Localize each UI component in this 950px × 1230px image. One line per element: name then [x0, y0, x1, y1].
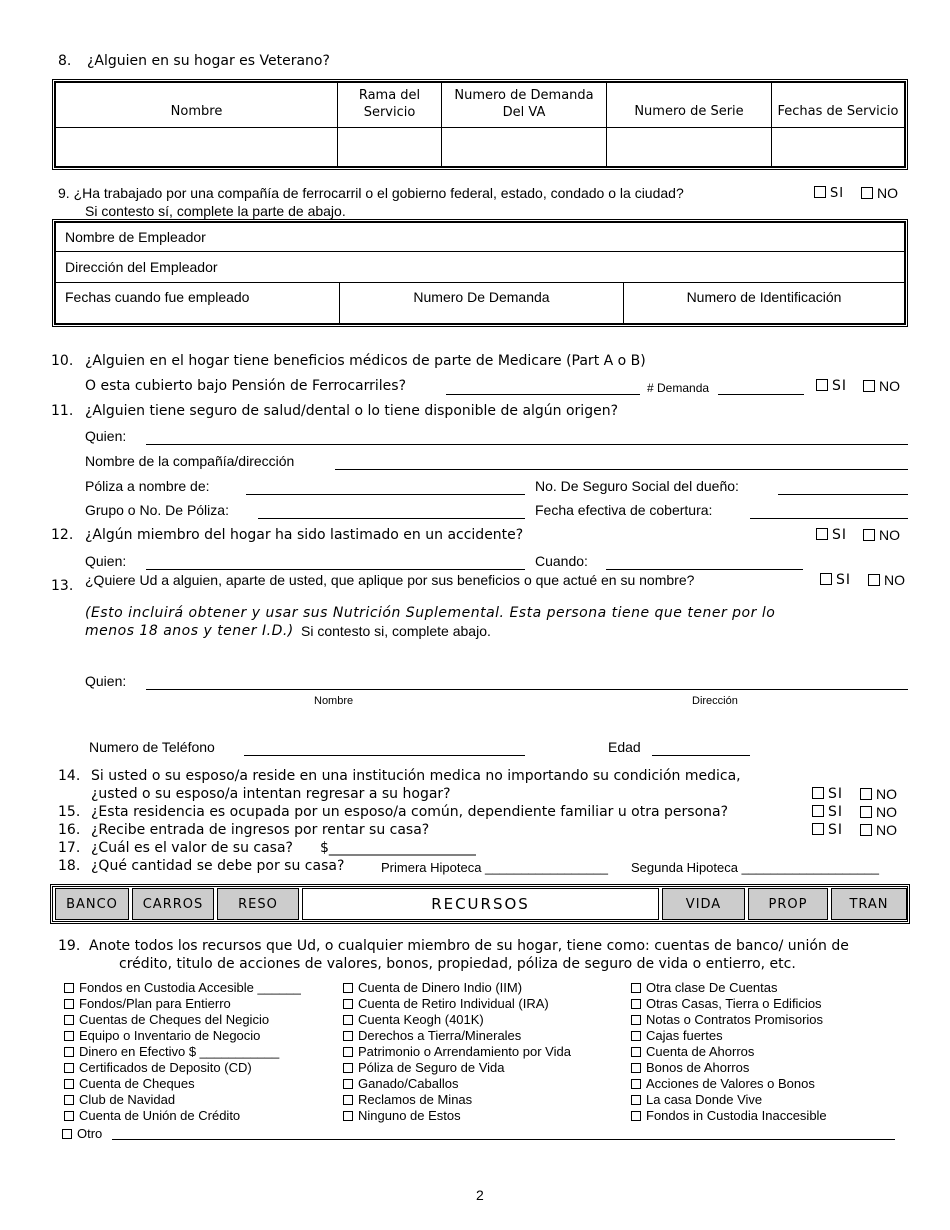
q11-ssn-input[interactable]: [778, 494, 908, 495]
checkbox-icon[interactable]: [343, 1031, 353, 1041]
q10-claim-input[interactable]: [718, 394, 804, 395]
employment-dates-field[interactable]: Fechas cuando fue empleado: [56, 283, 340, 324]
reso-tab[interactable]: RESO: [217, 888, 299, 920]
vida-tab[interactable]: VIDA: [662, 888, 745, 920]
q11-who-label: Quien:: [85, 428, 127, 444]
q15-question: ¿Esta residencia es ocupada por un esposo/a común, dependiente familiar u otra persona?: [91, 804, 729, 820]
q17-value-input[interactable]: $_____________________: [320, 840, 476, 856]
resource-option[interactable]: [343, 997, 549, 1010]
q12-no-option[interactable]: NO: [863, 528, 900, 542]
resource-option[interactable]: [64, 1061, 252, 1074]
q9-no-option[interactable]: NO: [861, 186, 898, 200]
q13-who-input[interactable]: [146, 689, 908, 690]
resource-label: Otra clase De Cuentas: [646, 980, 778, 995]
q17-number: 17.: [58, 840, 81, 856]
q13-number: 13.: [51, 578, 74, 594]
resource-option[interactable]: [343, 1013, 484, 1026]
q10-line1: ¿Alguien en el hogar tiene beneficios médicos de parte de Medicare (Part A o B): [85, 353, 646, 369]
checkbox-icon[interactable]: [861, 187, 873, 199]
resource-label: Dinero en Efectivo $ ___________: [79, 1044, 280, 1059]
checkbox-icon[interactable]: [816, 528, 828, 540]
q13-note-tail: Si contesto si, complete abajo.: [301, 623, 491, 639]
q19-number: 19.: [58, 938, 81, 954]
q14-line1: Si usted o su esposo/a reside en una institución medica no importando su condición medica,: [91, 768, 741, 784]
resource-label: Club de Navidad: [79, 1092, 176, 1107]
q18-first-mortgage[interactable]: Primera Hipoteca _________________: [381, 860, 608, 875]
q19-line2: crédito, titulo de acciones de valores, bonos, propiedad, póliza de seguro de vida o entierro, etc.: [119, 956, 796, 972]
checkbox-icon[interactable]: [863, 380, 875, 392]
resource-option[interactable]: [64, 997, 231, 1010]
resource-option[interactable]: [631, 1013, 823, 1026]
q13-phone-input[interactable]: [244, 755, 525, 756]
checkbox-icon[interactable]: [863, 529, 875, 541]
q12-who-label: Quien:: [85, 553, 127, 569]
checkbox-icon[interactable]: [812, 823, 824, 835]
veteran-table: [52, 79, 908, 170]
railroad-pension-input[interactable]: [446, 394, 640, 395]
checkbox-icon[interactable]: [64, 983, 74, 993]
resource-option[interactable]: [631, 997, 822, 1010]
carros-tab[interactable]: CARROS: [132, 888, 214, 920]
resource-option[interactable]: [64, 1093, 175, 1106]
resource-label: Cajas fuertes: [646, 1028, 723, 1043]
resource-option[interactable]: [343, 1029, 521, 1042]
q11-policy-name-input[interactable]: [246, 494, 525, 495]
checkbox-icon[interactable]: [64, 999, 74, 1009]
checkbox-icon[interactable]: [631, 1079, 641, 1089]
resource-option[interactable]: [631, 981, 778, 994]
resource-label: Acciones de Valores o Bonos: [646, 1076, 815, 1091]
employer-address-field[interactable]: Dirección del Empleador: [56, 252, 905, 283]
checkbox-icon[interactable]: [64, 1015, 74, 1025]
resource-label: Cuenta Keogh (401K): [358, 1012, 484, 1027]
checkbox-icon[interactable]: [64, 1047, 74, 1057]
q18-second-mortgage[interactable]: Segunda Hipoteca ___________________: [631, 860, 879, 875]
q14-line2: ¿usted o su esposo/a intentan regresar a su hogar?: [91, 786, 451, 802]
checkbox-icon[interactable]: [860, 806, 872, 818]
resource-label: Fondos en Custodia Accesible ______: [79, 980, 301, 995]
checkbox-icon[interactable]: [343, 1095, 353, 1105]
q15-number: 15.: [58, 804, 81, 820]
resource-option[interactable]: [631, 1029, 723, 1042]
resource-label: Equipo o Inventario de Negocio: [79, 1028, 261, 1043]
resource-label: Derechos a Tierra/Minerales: [358, 1028, 522, 1043]
checkbox-icon[interactable]: [64, 1063, 74, 1073]
q13-name-caption: Nombre: [314, 695, 354, 707]
q10-no-option[interactable]: NO: [863, 379, 900, 393]
checkbox-icon[interactable]: [343, 983, 353, 993]
veteran-dates-cell[interactable]: [772, 128, 905, 167]
resource-option[interactable]: [64, 1077, 195, 1090]
q14-number: 14.: [58, 768, 81, 784]
q11-company-label: Nombre de la compañía/dirección: [85, 453, 295, 469]
checkbox-icon[interactable]: [343, 1111, 353, 1121]
checkbox-icon[interactable]: [631, 1095, 641, 1105]
resource-label: Fondos/Plan para Entierro: [79, 996, 231, 1011]
q11-ssn-label: No. De Seguro Social del dueño:: [535, 478, 739, 494]
q14-no-option[interactable]: NO: [860, 787, 897, 801]
q13-address-caption: Dirección: [692, 695, 738, 707]
checkbox-icon[interactable]: [343, 1079, 353, 1089]
resource-option[interactable]: [631, 1109, 827, 1122]
resource-label: Cuenta de Retiro Individual (IRA): [358, 996, 549, 1011]
checkbox-icon[interactable]: [631, 1111, 641, 1121]
q13-yes-option[interactable]: SI: [820, 573, 851, 587]
checkbox-icon[interactable]: [631, 1063, 641, 1073]
q13-note-line1: (Esto incluirá obtener y usar sus Nutrición Suplemental. Esta persona tiene que tener por lo: [85, 605, 776, 621]
q19-line1: Anote todos los recursos que Ud, o cualquier miembro de su hogar, tiene como: cuentas de banco/ unión de: [89, 938, 849, 954]
resource-label: Reclamos de Minas: [358, 1092, 473, 1107]
q8-question: ¿Alguien en su hogar es Veterano?: [87, 53, 330, 69]
q11-who-input[interactable]: [146, 444, 908, 445]
employer-name-field[interactable]: Nombre de Empleador: [56, 223, 905, 252]
q15-yes-option[interactable]: SI: [812, 805, 843, 819]
resource-label: Ganado/Caballos: [358, 1076, 459, 1091]
prop-tab[interactable]: PROP: [748, 888, 828, 920]
resource-label: Certificados de Deposito (CD): [79, 1060, 252, 1075]
veteran-claim-cell[interactable]: [442, 128, 607, 167]
resource-option[interactable]: [343, 1077, 458, 1090]
veteran-branch-cell[interactable]: [338, 128, 442, 167]
q16-yes-option[interactable]: SI: [812, 823, 843, 837]
checkbox-icon[interactable]: [820, 573, 832, 585]
q12-number: 12.: [51, 527, 74, 543]
q18-question: ¿Qué cantidad se debe por su casa?: [91, 858, 345, 874]
q16-no-option[interactable]: NO: [860, 823, 897, 837]
q9-sub: Si contesto sí, complete la parte de abajo.: [85, 203, 346, 219]
q11-group-input[interactable]: [258, 518, 525, 519]
checkbox-icon[interactable]: [631, 983, 641, 993]
resource-option[interactable]: [631, 1061, 749, 1074]
resource-label: Ninguno de Estos: [358, 1108, 461, 1123]
claim-number-field[interactable]: Numero De Demanda: [340, 283, 624, 324]
q10-yes-option[interactable]: SI: [816, 379, 847, 393]
checkbox-icon[interactable]: [812, 787, 824, 799]
resource-option[interactable]: [343, 981, 522, 994]
q10-claim-label: # Demanda: [647, 381, 710, 395]
q8-number: 8.: [58, 53, 72, 69]
resource-label: La casa Donde Vive: [646, 1092, 763, 1107]
resource-option[interactable]: [343, 1061, 504, 1074]
checkbox-icon[interactable]: [64, 1111, 74, 1121]
checkbox-icon[interactable]: [64, 1031, 74, 1041]
q12-question: ¿Algún miembro del hogar ha sido lastimado en un accidente?: [85, 527, 524, 543]
resource-option[interactable]: [631, 1077, 815, 1090]
q11-effective-input[interactable]: [750, 518, 908, 519]
q12-yes-option[interactable]: SI: [816, 528, 847, 542]
checkbox-icon[interactable]: [64, 1095, 74, 1105]
resource-option[interactable]: [343, 1093, 472, 1106]
checkbox-icon[interactable]: [631, 999, 641, 1009]
resource-label: Cuenta de Cheques: [79, 1076, 195, 1091]
col-demanda-va: Numero de Demanda Del VA: [442, 83, 607, 128]
resource-label: Bonos de Ahorros: [646, 1060, 750, 1075]
checkbox-icon[interactable]: [814, 186, 826, 198]
resource-option[interactable]: [631, 1045, 754, 1058]
resource-option[interactable]: [64, 1013, 269, 1026]
checkbox-icon[interactable]: [64, 1079, 74, 1089]
resource-label: Póliza de Seguro de Vida: [358, 1060, 505, 1075]
resource-label: Cuenta de Dinero Indio (IIM): [358, 980, 523, 995]
q13-who-label: Quien:: [85, 673, 127, 689]
q11-policy-name-label: Póliza a nombre de:: [85, 478, 210, 494]
q10-line2: O esta cubierto bajo Pensión de Ferrocarriles?: [85, 378, 407, 394]
other-resource-option[interactable]: Otro: [62, 1127, 102, 1140]
checkbox-icon[interactable]: [631, 1015, 641, 1025]
q13-no-option[interactable]: NO: [868, 573, 905, 587]
resource-option[interactable]: [64, 1029, 260, 1042]
col-nombre: Nombre: [56, 83, 338, 128]
q13-phone-label: Numero de Teléfono: [89, 739, 215, 755]
id-number-field[interactable]: Numero de Identificación: [624, 283, 905, 324]
page-number: 2: [476, 1187, 484, 1203]
q10-number: 10.: [51, 353, 74, 369]
checkbox-icon[interactable]: [343, 1047, 353, 1057]
q16-number: 16.: [58, 822, 81, 838]
resource-label: Notas o Contratos Promisorios: [646, 1012, 824, 1027]
resource-label: Cuenta de Unión de Crédito: [79, 1108, 241, 1123]
q17-question: ¿Cuál es el valor de su casa?: [91, 840, 293, 856]
q13-question: ¿Quiere Ud a alguien, aparte de usted, que aplique por sus beneficios o que actué en su nombre?: [85, 572, 695, 588]
resource-label: Otras Casas, Tierra o Edificios: [646, 996, 822, 1011]
q9-question: 9. ¿Ha trabajado por una compañía de ferrocarril o el gobierno federal, estado, condado o la ciudad?: [58, 185, 684, 201]
q18-number: 18.: [58, 858, 81, 874]
checkbox-icon[interactable]: [812, 805, 824, 817]
checkbox-icon[interactable]: [343, 999, 353, 1009]
q13-age-label: Edad: [608, 739, 641, 755]
recursos-title: RECURSOS: [302, 888, 659, 920]
veteran-serial-cell[interactable]: [607, 128, 772, 167]
col-rama: Rama del Servicio: [338, 83, 442, 128]
resource-label: Patrimonio o Arrendamiento por Vida: [358, 1044, 571, 1059]
checkbox-icon[interactable]: [343, 1063, 353, 1073]
checkbox-icon[interactable]: [860, 824, 872, 836]
checkbox-icon[interactable]: [868, 574, 880, 586]
resource-option[interactable]: [343, 1109, 461, 1122]
q15-no-option[interactable]: NO: [860, 805, 897, 819]
resource-option[interactable]: [64, 1109, 240, 1122]
resource-label: Cuentas de Cheques del Negicio: [79, 1012, 270, 1027]
checkbox-icon[interactable]: [860, 788, 872, 800]
q11-effective-label: Fecha efectiva de cobertura:: [535, 502, 713, 518]
resource-option[interactable]: [64, 1045, 279, 1058]
q13-age-input[interactable]: [652, 755, 750, 756]
q9-yes-option[interactable]: SI: [814, 186, 844, 200]
q11-number: 11.: [51, 403, 74, 419]
banco-tab[interactable]: BANCO: [55, 888, 129, 920]
q12-when-label: Cuando:: [535, 553, 588, 569]
q11-question: ¿Alguien tiene seguro de salud/dental o lo tiene disponible de algún origen?: [85, 403, 619, 419]
checkbox-icon[interactable]: [62, 1129, 72, 1139]
checkbox-icon[interactable]: [343, 1015, 353, 1025]
q13-note-line2: menos 18 anos y tener I.D.): [85, 623, 294, 639]
col-serie: Numero de Serie: [607, 83, 772, 128]
resource-label: Cuenta de Ahorros: [646, 1044, 755, 1059]
resource-option[interactable]: [631, 1093, 762, 1106]
q12-who-input[interactable]: [146, 569, 525, 570]
q11-group-label: Grupo o No. De Póliza:: [85, 502, 229, 518]
other-resource-input[interactable]: [112, 1139, 895, 1140]
resource-option[interactable]: [64, 981, 301, 994]
q14-yes-option[interactable]: SI: [812, 787, 843, 801]
checkbox-icon[interactable]: [816, 379, 828, 391]
q16-question: ¿Recibe entrada de ingresos por rentar su casa?: [91, 822, 430, 838]
checkbox-icon[interactable]: [631, 1031, 641, 1041]
q11-company-input[interactable]: [335, 469, 908, 470]
tran-tab[interactable]: TRAN: [831, 888, 907, 920]
checkbox-icon[interactable]: [631, 1047, 641, 1057]
q12-when-input[interactable]: [606, 569, 803, 570]
resource-option[interactable]: [343, 1045, 571, 1058]
resource-label: Fondos in Custodia Inaccesible: [646, 1108, 827, 1123]
veteran-name-cell[interactable]: [56, 128, 338, 167]
col-fechas: Fechas de Servicio: [772, 83, 905, 128]
employer-table: [52, 219, 908, 327]
